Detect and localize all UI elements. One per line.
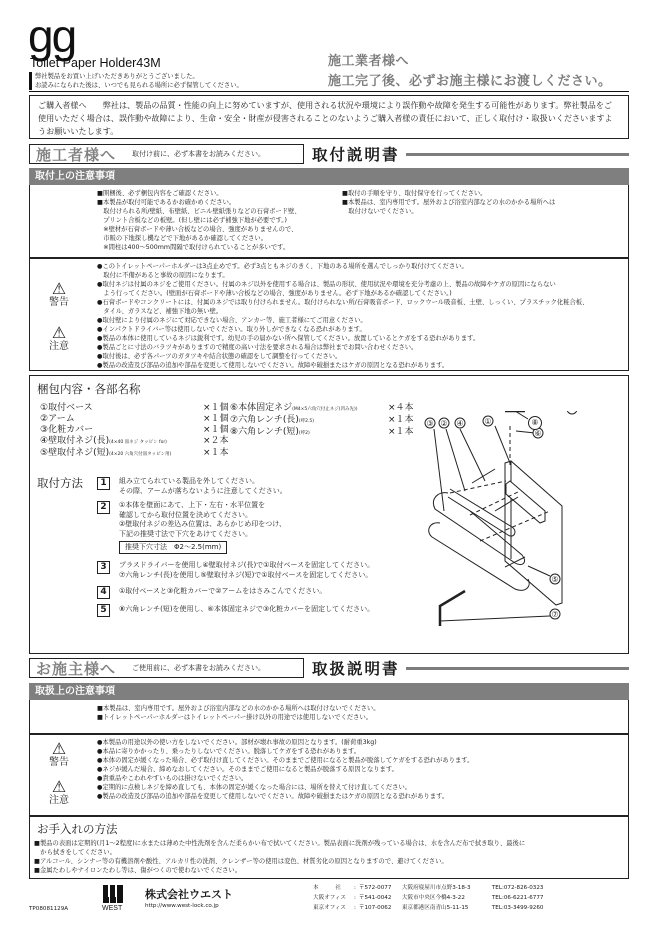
step-line: ⑦六角レンチ(長)を使用し⑤壁取付ネジ(短)で①取付ベースを固定してください。 [119, 570, 373, 579]
warning-item: ●ネジが緩んだ場合、締めなおしてください。そのままでご使用になると製品が脱落する原因となります。 [97, 766, 398, 773]
part-note: (4×20 六角穴付皿タッピン用) [109, 452, 172, 457]
notice-line: 施工業者様へ [328, 54, 410, 69]
part-row [40, 414, 230, 425]
caution-label-block [44, 325, 74, 352]
office-label: 本 社 [313, 885, 341, 891]
part-qty: ×４本 [388, 403, 414, 413]
caution-line: 市販の下地探し機などで下地があるか確認してください。 [97, 235, 268, 242]
part-name: ⑦六角レンチ(長) [230, 415, 299, 425]
part-row [40, 425, 230, 436]
office-label: 大阪オフィス [313, 895, 346, 901]
thanks-message [29, 72, 243, 90]
care-item: から拭きをしてください。 [34, 849, 116, 856]
office-address: 大阪市中央区今橋4-3-22 [401, 895, 465, 901]
care-item: ■製品の表面は定期的(月1〜2程度)に水または薄めた中性洗剤を含んだ柔らかい布で拭いてください。製品表面に洗剤が残っている場合は、水を含んだ布で拭き取り、最後に [34, 840, 526, 847]
office-tel: TEL:03-3499-9260 [491, 905, 544, 911]
callout-7: ⑦ [551, 610, 559, 619]
warning-list [97, 262, 622, 316]
general-item: ■本製品は、室内専用です。屋外および浴室内部などの水のかかる場所へは取付けないでください。 [97, 705, 380, 712]
office-zip: 〒541-0042 [358, 895, 392, 901]
audience-label: 施工者様へ [36, 145, 117, 164]
usage-general-box [29, 700, 629, 734]
part-row [230, 427, 430, 439]
step-line: ②壁取付ネジの差込み位置は、あらかじめ印をつけ、 [119, 520, 286, 528]
caution-item: ●製品の本体に使用しているネジは鋭利です。幼児の手の届かない所へ保管してください。放置しているとケガをする恐れがあります。 [97, 335, 480, 342]
caution-line: ■取付の手順を守り、取付保守を行ってください。 [342, 190, 487, 197]
warning-triangle-icon: ⚠ [51, 279, 67, 298]
audience-note: 取付け前に、必ず本書をお読みください。 [132, 150, 266, 158]
step-text [119, 605, 374, 615]
caution-list [97, 316, 622, 370]
company-name: 株式会社ウエスト [145, 888, 233, 901]
audience-label: お施主様へ [36, 659, 117, 678]
step-text [119, 477, 287, 496]
caution-line: ※間柱は400〜500mm間隔で取付けられていることが多いです。 [97, 244, 290, 251]
owner-section-header [29, 658, 304, 678]
office-row: 本 社 : 〒572-0077 大阪府寝屋川市点野3-18-3 TEL:072-826-0323 [313, 885, 544, 891]
recommended-hole-size: 推奨下穴寸法 Φ2〜2.5(mm) [119, 541, 227, 554]
care-title: お手入れの方法 [37, 822, 118, 836]
exploded-assembly-diagram [410, 411, 625, 646]
office-label: 東京オフィス [313, 905, 346, 911]
step-line: ⑧六角レンチ(短)を使用し、⑥本体固定ネジで③化粧カバーを固定してください。 [119, 605, 375, 613]
step-line: ①取付ベースと③化粧カバーで②アームをはさみこんでください。 [119, 587, 327, 595]
cautions-right-list [342, 189, 555, 216]
installation-cautions-band: 取付上の注意事項 [29, 168, 629, 185]
part-note: (呼2) [298, 431, 310, 436]
cautions-left-list [97, 189, 301, 252]
part-name: ④壁取付ネジ(長) [40, 436, 110, 446]
title-rule [406, 667, 629, 670]
caution-item: ●定期的に点検しネジを締め直しても、本体の固定が緩くなった場合には、場所を替えて付け直してください。 [97, 784, 412, 791]
callout-3: ③ [426, 419, 434, 428]
office-list [313, 883, 543, 913]
notice-line: 施工完了後、必ずお施主様にお渡しください。 [328, 74, 612, 89]
office-row: 大阪オフィス : 〒541-0042 大阪市中央区今橋4-3-22 TEL:06-6221-6777 [313, 895, 544, 901]
caution-line: ■本製品は、室内専用です。屋外および浴室内部などの水のかかる場所へは [342, 199, 556, 206]
usage-manual-title [312, 658, 629, 678]
office-zip: 〒107-0062 [358, 905, 392, 911]
part-name: ⑧六角レンチ(短) [230, 427, 299, 437]
callout-4: ④ [456, 419, 464, 428]
thanks-line: お読みになられた後は、いつでも見られる場所に必ず保管してください。 [35, 82, 243, 89]
caution-item: ●貴重品やこわれやすいものは掛けないでください。 [97, 775, 248, 782]
warning-item: ●本製品の用途以外の使い方をしないでください。部材が壊れ事故の原因となります。(耐荷重3kg) [97, 739, 377, 746]
part-qty: ×２本 [203, 436, 229, 446]
warning-item: ●本体の固定が緩くなった場合、必ず取付け直してください。そのままでご使用になると製品が脱落してケガをする恐れがあります。 [97, 757, 474, 764]
part-name: ③化粧カバー [40, 425, 94, 435]
part-row [40, 403, 230, 414]
part-qty: ×１本 [203, 448, 229, 458]
step-line: 下記の推奨寸法で下穴をあけてください。 [119, 529, 252, 538]
doc-title-text: 取扱説明書 [312, 660, 400, 678]
part-row [40, 436, 230, 448]
west-logo-icon [103, 885, 123, 905]
warning-list [97, 738, 622, 801]
office-row: 東京オフィス : 〒107-0062 東京都港区南青山5-11-15 TEL:03-3499-9260 [313, 905, 544, 911]
step-number: 5 [97, 604, 110, 617]
purchaser-notice: ご購入者様へ 弊社は、製品の品質・性能の向上に努めていますが、使用される状況や環境により誤作動や故障を発生する可能性があります。弊社製品をご使用いただく場合は、誤作動や故障により、生命・安全・財産が侵害されることのないようご購入者様の責任において、正しく取付け・取扱いくださいますようお願いいたします。 [29, 95, 629, 139]
installer-section-header [29, 144, 304, 164]
caution-line: ※壁材が石膏ボードや薄い合板などの場合、強度がありませんので、 [97, 226, 298, 233]
part-qty: ×１個 [203, 425, 229, 435]
parts-list-right [230, 403, 430, 439]
part-row [40, 448, 230, 460]
callout-5: ⑤ [551, 575, 559, 584]
part-qty: ×１個 [203, 403, 229, 413]
method-title: 取付方法 [37, 476, 83, 490]
caution-line: ■開梱後、必ず梱包内容をご確認ください。 [97, 190, 223, 197]
usage-warnings-box [29, 734, 629, 816]
installer-handover-notice [328, 52, 612, 92]
caution-item: ●取付後は、必ず各パーツのガタツキや結合状態の確認をして調整を行ってください。 [97, 353, 342, 360]
office-tel: TEL:06-6221-6777 [491, 895, 544, 901]
care-item: ■金属たわしやナイロンたわし等は、傷がつくので使わないでください。 [34, 867, 242, 874]
care-list [34, 839, 624, 875]
callout-1: ① [484, 417, 492, 426]
document-code: TP08081129A [29, 906, 69, 912]
usage-general-list [97, 704, 380, 722]
step-line: ①本体を壁面にあて、上下・左右・水平位置を [119, 501, 266, 509]
company-url[interactable]: http://www.west-lock.co.jp [145, 903, 219, 909]
caution-item: ●製品ごとに寸法のバラツキがありますので精度の高い寸法を要求される場合は弊社までお問い合わせください。 [97, 344, 418, 351]
callout-2: ② [440, 419, 448, 428]
warning-label-block [44, 281, 74, 308]
warning-item: タイル、ガラスなど、補強下地の無い壁。 [97, 308, 223, 315]
callout-8: ⑧ [528, 416, 542, 430]
part-name: ⑤壁取付ネジ(短) [40, 448, 110, 458]
caution-label: 注意 [49, 341, 69, 352]
part-note: (呼2.5) [298, 419, 315, 424]
step-text [119, 561, 374, 580]
office-tel: TEL:072-826-0323 [491, 885, 544, 891]
step-number: 2 [97, 501, 110, 514]
parts-list-left [40, 403, 230, 460]
care-box [29, 816, 629, 879]
warning-item: 取付に不備があると事故の原因になります。 [97, 272, 229, 279]
step-text [119, 501, 286, 554]
warning-item: ●本品に寄りかかったり、乗ったりしないでください。脱落してケガをする恐れがあります。 [97, 748, 361, 755]
step-number: 1 [97, 477, 110, 490]
part-row [230, 415, 430, 427]
caution-triangle-icon: ⚠ [51, 323, 67, 342]
brand-logo: gg [28, 10, 76, 62]
part-qty: ×１個 [203, 414, 229, 424]
caution-item: ●インパクトドライバー等は使用しないでください。取り外しができなくなる恐れがあります。 [97, 326, 366, 333]
step-number: 3 [97, 561, 110, 574]
part-name: ⑥本体固定ネジ [230, 403, 293, 413]
part-name: ②アーム [40, 414, 75, 424]
product-name: Toilet Paper Holder43M [30, 56, 161, 70]
caution-item: ●取付壁により付属のネジにて対応できない場合、アンカー等、施工者様にてご用意ください。 [97, 317, 367, 324]
callout-6: ⑥ [534, 429, 542, 438]
usage-cautions-band: 取扱上の注意事項 [29, 683, 629, 700]
installation-warnings-box [29, 258, 629, 371]
brand-mark: WEST [102, 905, 123, 912]
caution-line: 取付けられる所/壁紙、布壁紙、ビニル壁紙張りなどの石膏ボード壁、 [97, 208, 301, 215]
step-line: その際、アームが落ちないように注意してください。 [119, 486, 287, 495]
office-zip: 〒572-0077 [358, 885, 392, 891]
step-text [119, 587, 326, 597]
part-qty: ×１本 [388, 427, 414, 437]
part-qty: ×１本 [388, 415, 414, 425]
warning-label-block [44, 741, 74, 768]
part-row [230, 403, 430, 415]
audience-note: ご使用前に、必ず本書をお読みください。 [132, 664, 266, 672]
warning-item: ●取付ネジは付属のネジをご使用ください。付属のネジ以外を使用する場合は、製品の形状、使用状況や環境を充分考慮の上、製品の故障やケガの原因にならない [97, 281, 556, 288]
caution-label: 注意 [49, 795, 69, 806]
warning-label: 警告 [49, 757, 69, 768]
office-address: 大阪府寝屋川市点野3-18-3 [401, 885, 471, 891]
office-address: 東京都港区南青山5-11-15 [401, 905, 469, 911]
doc-title-text: 取付説明書 [312, 146, 400, 164]
care-item: ■アルコール、シンナー等の有機溶剤や酸性、アルカリ性の洗剤、クレンザー等の使用は変色、材質劣化の原因となりますので、避けてください。 [34, 858, 448, 865]
caution-line: ■本製品が取付可能であるかお確かめください。 [97, 199, 236, 206]
part-name: ①取付ベース [40, 403, 93, 413]
caution-triangle-icon: ⚠ [51, 777, 67, 796]
step-line: 確認してから取付位置を決めてください。 [119, 510, 252, 519]
warning-item: よう行ってください。(壁面が石膏ボードや薄い合板などの場合、強度がありません。必ず下地があるか確認してください。) [97, 290, 452, 297]
step-line: プラスドライバーを使用し④壁取付ネジ(長)で①取付ベースを固定してください。 [119, 561, 375, 569]
caution-item: ●製品の改造及び部品の追加や部品を変更して使用しないでください。故障や破損またはケガの原因となる恐れがあります。 [97, 793, 449, 800]
warning-item: ●このトイレットペーパーホルダーは3点止めです。必ず3点ともネジのきく、下地のある場所を選んでしっかり取付けてください。 [97, 263, 468, 270]
part-note: (4×40 皿ネジ タッピン for) [109, 440, 167, 445]
installation-manual-title [312, 144, 629, 164]
thanks-line: 弊社製品をお買い上げいただきありがとうございました。 [35, 73, 199, 80]
step-line: 組み立てられている製品を外してください。 [119, 477, 259, 485]
installation-cautions-box [29, 185, 629, 258]
warning-triangle-icon: ⚠ [51, 739, 67, 758]
warning-item: ●石膏ボードやコンクリートには、付属のネジでは取り付けられません。取付けられない所/石膏吸音ボード、ロックウール吸音板、土壁、しっくい、プラスチック化粧合板、 [97, 299, 589, 306]
step-number: 4 [97, 586, 110, 599]
caution-label-block [44, 779, 74, 806]
caution-line: 取付けないでください。 [342, 208, 418, 215]
title-rule [406, 153, 629, 156]
warning-label: 警告 [49, 297, 69, 308]
caution-item: ●製品の改造及び部品の追加や部品を変更して使用しないでください。故障や破損またはケガの原因となる恐れがあります。 [97, 362, 449, 369]
parts-title: 梱包内容・各部名称 [37, 382, 141, 396]
caution-line: プリント合板などの板壁。(但し壁には必ず補強下地が必要です。) [97, 217, 287, 224]
general-item: ■トイレットペーパーホルダーはトイレットペーパー掛け以外の用途では使用しないでください。 [97, 714, 373, 721]
part-note: (M4×5六角穴付止ネジ(凹み先)) [292, 407, 358, 412]
